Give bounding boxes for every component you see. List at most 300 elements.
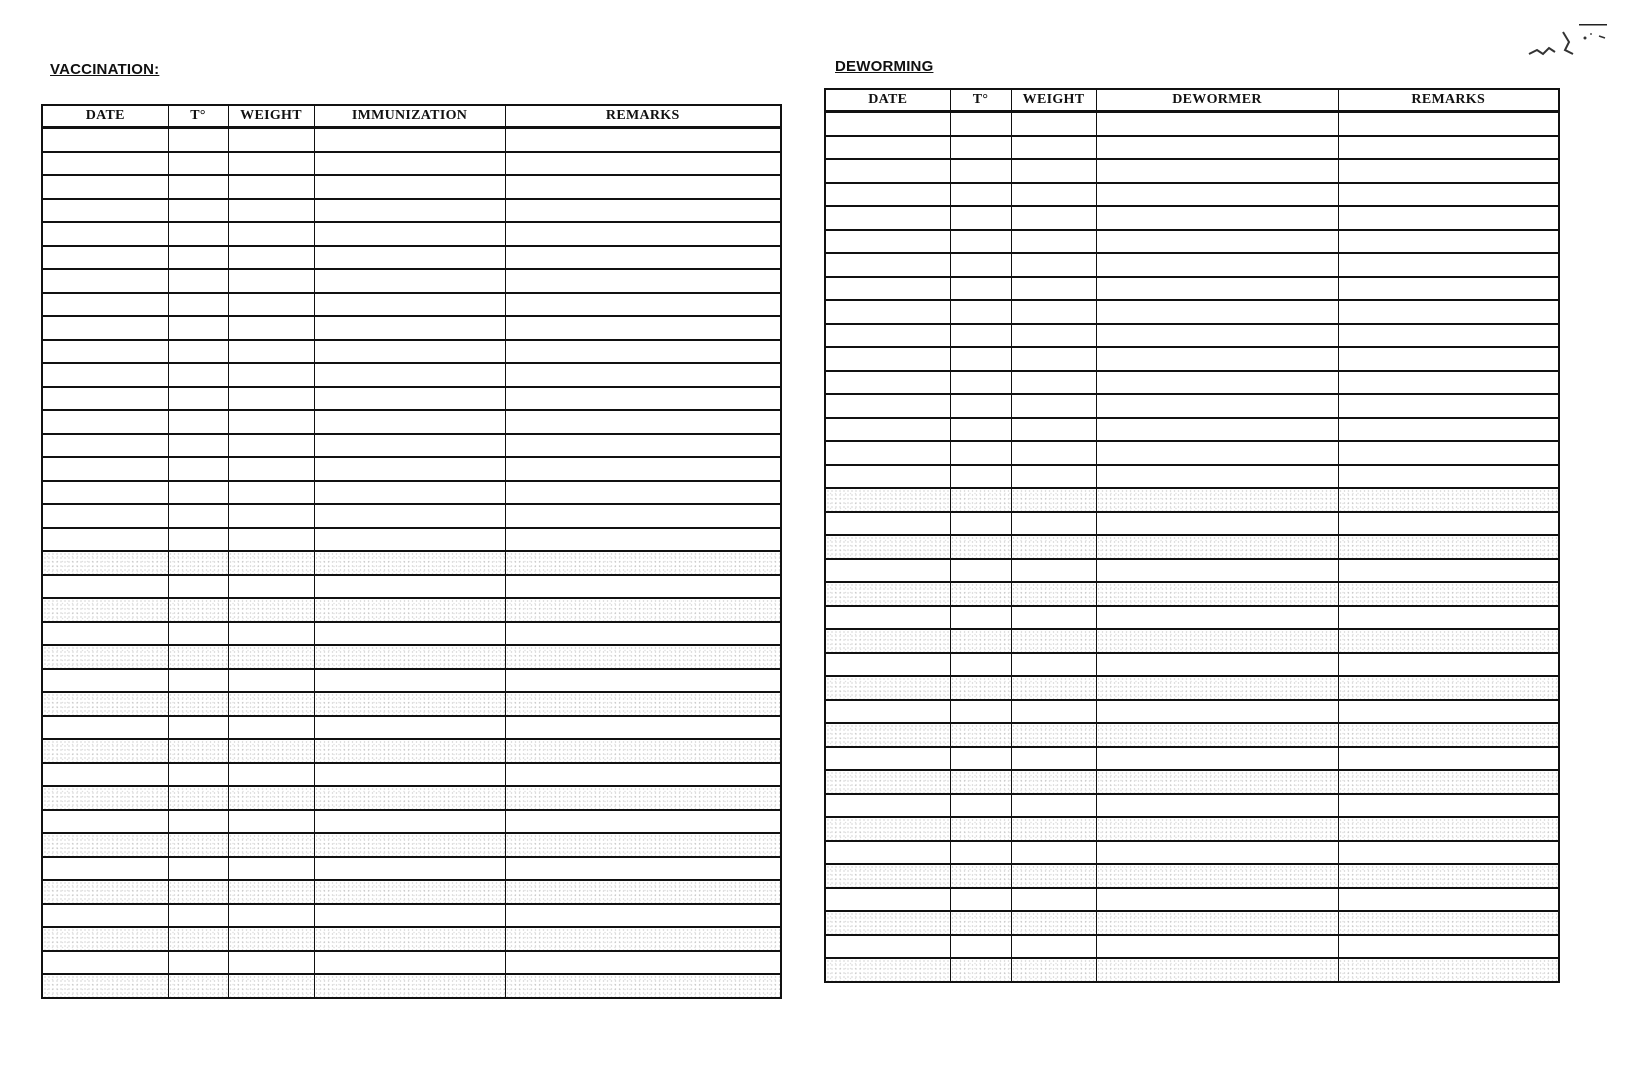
vaccination-cell-date[interactable] xyxy=(42,504,168,528)
vaccination-cell-weight[interactable] xyxy=(228,904,314,928)
deworming-cell-dewormer[interactable] xyxy=(1096,418,1338,442)
deworming-cell-remarks[interactable] xyxy=(1338,512,1559,536)
vaccination-cell-weight[interactable] xyxy=(228,833,314,857)
vaccination-cell-remarks[interactable] xyxy=(505,645,781,669)
vaccination-cell-remarks[interactable] xyxy=(505,457,781,481)
vaccination-cell-remarks[interactable] xyxy=(505,622,781,646)
vaccination-cell-date[interactable] xyxy=(42,974,168,998)
vaccination-cell-immunization[interactable] xyxy=(314,575,505,599)
vaccination-cell-immunization[interactable] xyxy=(314,293,505,317)
deworming-cell-remarks[interactable] xyxy=(1338,206,1559,230)
deworming-cell-weight[interactable] xyxy=(1011,700,1096,724)
vaccination-cell-date[interactable] xyxy=(42,175,168,199)
deworming-cell-date[interactable] xyxy=(825,136,950,160)
deworming-cell-date[interactable] xyxy=(825,347,950,371)
deworming-cell-weight[interactable] xyxy=(1011,488,1096,512)
vaccination-cell-remarks[interactable] xyxy=(505,974,781,998)
deworming-cell-remarks[interactable] xyxy=(1338,347,1559,371)
deworming-cell-date[interactable] xyxy=(825,888,950,912)
deworming-cell-date[interactable] xyxy=(825,112,950,136)
vaccination-cell-immunization[interactable] xyxy=(314,175,505,199)
deworming-cell-weight[interactable] xyxy=(1011,418,1096,442)
deworming-cell-weight[interactable] xyxy=(1011,112,1096,136)
vaccination-cell-weight[interactable] xyxy=(228,951,314,975)
deworming-cell-remarks[interactable] xyxy=(1338,253,1559,277)
vaccination-cell-immunization[interactable] xyxy=(314,974,505,998)
vaccination-cell-weight[interactable] xyxy=(228,692,314,716)
vaccination-cell-remarks[interactable] xyxy=(505,763,781,787)
vaccination-cell-date[interactable] xyxy=(42,387,168,411)
vaccination-cell-weight[interactable] xyxy=(228,199,314,223)
vaccination-cell-date[interactable] xyxy=(42,551,168,575)
vaccination-cell-date[interactable] xyxy=(42,410,168,434)
vaccination-cell-remarks[interactable] xyxy=(505,504,781,528)
deworming-cell-remarks[interactable] xyxy=(1338,559,1559,583)
vaccination-cell-immunization[interactable] xyxy=(314,786,505,810)
vaccination-cell-immunization[interactable] xyxy=(314,904,505,928)
vaccination-cell-immunization[interactable] xyxy=(314,598,505,622)
deworming-cell-remarks[interactable] xyxy=(1338,394,1559,418)
deworming-cell-temperature[interactable] xyxy=(950,418,1011,442)
deworming-cell-temperature[interactable] xyxy=(950,723,1011,747)
deworming-cell-dewormer[interactable] xyxy=(1096,512,1338,536)
deworming-cell-temperature[interactable] xyxy=(950,535,1011,559)
vaccination-cell-temperature[interactable] xyxy=(168,434,228,458)
deworming-cell-dewormer[interactable] xyxy=(1096,770,1338,794)
vaccination-cell-temperature[interactable] xyxy=(168,927,228,951)
vaccination-cell-weight[interactable] xyxy=(228,669,314,693)
deworming-cell-weight[interactable] xyxy=(1011,723,1096,747)
deworming-cell-remarks[interactable] xyxy=(1338,723,1559,747)
deworming-cell-date[interactable] xyxy=(825,723,950,747)
vaccination-cell-remarks[interactable] xyxy=(505,528,781,552)
deworming-cell-temperature[interactable] xyxy=(950,394,1011,418)
vaccination-cell-immunization[interactable] xyxy=(314,246,505,270)
deworming-cell-weight[interactable] xyxy=(1011,817,1096,841)
deworming-cell-dewormer[interactable] xyxy=(1096,277,1338,301)
vaccination-cell-temperature[interactable] xyxy=(168,763,228,787)
vaccination-cell-remarks[interactable] xyxy=(505,128,781,152)
deworming-cell-date[interactable] xyxy=(825,747,950,771)
vaccination-cell-temperature[interactable] xyxy=(168,551,228,575)
vaccination-cell-remarks[interactable] xyxy=(505,857,781,881)
deworming-cell-dewormer[interactable] xyxy=(1096,465,1338,489)
deworming-cell-temperature[interactable] xyxy=(950,888,1011,912)
vaccination-cell-immunization[interactable] xyxy=(314,410,505,434)
deworming-cell-dewormer[interactable] xyxy=(1096,841,1338,865)
vaccination-cell-remarks[interactable] xyxy=(505,410,781,434)
deworming-cell-remarks[interactable] xyxy=(1338,629,1559,653)
vaccination-cell-temperature[interactable] xyxy=(168,716,228,740)
vaccination-cell-date[interactable] xyxy=(42,951,168,975)
vaccination-cell-weight[interactable] xyxy=(228,716,314,740)
deworming-cell-dewormer[interactable] xyxy=(1096,394,1338,418)
vaccination-cell-immunization[interactable] xyxy=(314,363,505,387)
deworming-cell-temperature[interactable] xyxy=(950,935,1011,959)
vaccination-cell-remarks[interactable] xyxy=(505,246,781,270)
vaccination-cell-temperature[interactable] xyxy=(168,575,228,599)
vaccination-cell-weight[interactable] xyxy=(228,763,314,787)
deworming-cell-dewormer[interactable] xyxy=(1096,441,1338,465)
vaccination-cell-date[interactable] xyxy=(42,716,168,740)
vaccination-cell-weight[interactable] xyxy=(228,880,314,904)
vaccination-cell-temperature[interactable] xyxy=(168,269,228,293)
deworming-cell-weight[interactable] xyxy=(1011,230,1096,254)
vaccination-cell-temperature[interactable] xyxy=(168,387,228,411)
deworming-cell-weight[interactable] xyxy=(1011,347,1096,371)
deworming-cell-dewormer[interactable] xyxy=(1096,676,1338,700)
deworming-cell-temperature[interactable] xyxy=(950,841,1011,865)
deworming-cell-remarks[interactable] xyxy=(1338,911,1559,935)
vaccination-cell-remarks[interactable] xyxy=(505,598,781,622)
deworming-cell-dewormer[interactable] xyxy=(1096,324,1338,348)
deworming-cell-weight[interactable] xyxy=(1011,911,1096,935)
deworming-cell-date[interactable] xyxy=(825,794,950,818)
vaccination-cell-immunization[interactable] xyxy=(314,269,505,293)
deworming-cell-temperature[interactable] xyxy=(950,371,1011,395)
vaccination-cell-weight[interactable] xyxy=(228,857,314,881)
deworming-cell-date[interactable] xyxy=(825,183,950,207)
vaccination-cell-date[interactable] xyxy=(42,575,168,599)
vaccination-cell-remarks[interactable] xyxy=(505,175,781,199)
vaccination-cell-date[interactable] xyxy=(42,340,168,364)
deworming-cell-dewormer[interactable] xyxy=(1096,723,1338,747)
vaccination-cell-temperature[interactable] xyxy=(168,246,228,270)
deworming-cell-date[interactable] xyxy=(825,300,950,324)
vaccination-cell-immunization[interactable] xyxy=(314,199,505,223)
vaccination-cell-weight[interactable] xyxy=(228,927,314,951)
deworming-cell-dewormer[interactable] xyxy=(1096,864,1338,888)
vaccination-cell-immunization[interactable] xyxy=(314,951,505,975)
deworming-cell-temperature[interactable] xyxy=(950,817,1011,841)
deworming-cell-temperature[interactable] xyxy=(950,347,1011,371)
deworming-cell-dewormer[interactable] xyxy=(1096,747,1338,771)
vaccination-cell-weight[interactable] xyxy=(228,269,314,293)
vaccination-cell-remarks[interactable] xyxy=(505,927,781,951)
vaccination-cell-date[interactable] xyxy=(42,833,168,857)
deworming-cell-weight[interactable] xyxy=(1011,441,1096,465)
deworming-cell-temperature[interactable] xyxy=(950,770,1011,794)
deworming-cell-weight[interactable] xyxy=(1011,888,1096,912)
vaccination-cell-remarks[interactable] xyxy=(505,387,781,411)
deworming-cell-date[interactable] xyxy=(825,958,950,982)
deworming-cell-date[interactable] xyxy=(825,324,950,348)
vaccination-cell-temperature[interactable] xyxy=(168,222,228,246)
vaccination-cell-date[interactable] xyxy=(42,152,168,176)
deworming-cell-temperature[interactable] xyxy=(950,864,1011,888)
deworming-cell-weight[interactable] xyxy=(1011,747,1096,771)
deworming-cell-dewormer[interactable] xyxy=(1096,888,1338,912)
vaccination-cell-date[interactable] xyxy=(42,528,168,552)
deworming-cell-date[interactable] xyxy=(825,394,950,418)
vaccination-cell-date[interactable] xyxy=(42,857,168,881)
vaccination-cell-remarks[interactable] xyxy=(505,810,781,834)
deworming-cell-dewormer[interactable] xyxy=(1096,206,1338,230)
vaccination-cell-weight[interactable] xyxy=(228,128,314,152)
deworming-cell-dewormer[interactable] xyxy=(1096,535,1338,559)
vaccination-cell-date[interactable] xyxy=(42,434,168,458)
deworming-cell-temperature[interactable] xyxy=(950,559,1011,583)
deworming-cell-temperature[interactable] xyxy=(950,324,1011,348)
vaccination-cell-immunization[interactable] xyxy=(314,481,505,505)
vaccination-cell-immunization[interactable] xyxy=(314,340,505,364)
deworming-cell-weight[interactable] xyxy=(1011,676,1096,700)
vaccination-cell-temperature[interactable] xyxy=(168,904,228,928)
vaccination-cell-temperature[interactable] xyxy=(168,880,228,904)
vaccination-cell-remarks[interactable] xyxy=(505,692,781,716)
deworming-cell-remarks[interactable] xyxy=(1338,230,1559,254)
deworming-cell-dewormer[interactable] xyxy=(1096,559,1338,583)
deworming-cell-remarks[interactable] xyxy=(1338,841,1559,865)
deworming-cell-temperature[interactable] xyxy=(950,958,1011,982)
deworming-cell-dewormer[interactable] xyxy=(1096,253,1338,277)
deworming-cell-dewormer[interactable] xyxy=(1096,582,1338,606)
deworming-cell-remarks[interactable] xyxy=(1338,136,1559,160)
vaccination-cell-immunization[interactable] xyxy=(314,763,505,787)
vaccination-cell-date[interactable] xyxy=(42,457,168,481)
deworming-cell-remarks[interactable] xyxy=(1338,747,1559,771)
deworming-cell-dewormer[interactable] xyxy=(1096,958,1338,982)
deworming-cell-weight[interactable] xyxy=(1011,206,1096,230)
vaccination-cell-temperature[interactable] xyxy=(168,974,228,998)
vaccination-cell-immunization[interactable] xyxy=(314,857,505,881)
deworming-cell-remarks[interactable] xyxy=(1338,183,1559,207)
vaccination-cell-weight[interactable] xyxy=(228,457,314,481)
vaccination-cell-temperature[interactable] xyxy=(168,598,228,622)
deworming-cell-weight[interactable] xyxy=(1011,841,1096,865)
deworming-cell-temperature[interactable] xyxy=(950,183,1011,207)
deworming-cell-temperature[interactable] xyxy=(950,206,1011,230)
deworming-cell-remarks[interactable] xyxy=(1338,300,1559,324)
vaccination-cell-immunization[interactable] xyxy=(314,880,505,904)
deworming-cell-dewormer[interactable] xyxy=(1096,911,1338,935)
deworming-cell-weight[interactable] xyxy=(1011,958,1096,982)
vaccination-cell-weight[interactable] xyxy=(228,598,314,622)
vaccination-cell-weight[interactable] xyxy=(228,410,314,434)
deworming-cell-dewormer[interactable] xyxy=(1096,629,1338,653)
vaccination-cell-immunization[interactable] xyxy=(314,434,505,458)
deworming-cell-weight[interactable] xyxy=(1011,864,1096,888)
vaccination-cell-weight[interactable] xyxy=(228,645,314,669)
deworming-cell-date[interactable] xyxy=(825,253,950,277)
vaccination-cell-weight[interactable] xyxy=(228,293,314,317)
deworming-cell-remarks[interactable] xyxy=(1338,535,1559,559)
vaccination-cell-remarks[interactable] xyxy=(505,951,781,975)
deworming-cell-weight[interactable] xyxy=(1011,512,1096,536)
vaccination-cell-date[interactable] xyxy=(42,904,168,928)
vaccination-cell-temperature[interactable] xyxy=(168,363,228,387)
vaccination-cell-remarks[interactable] xyxy=(505,340,781,364)
vaccination-cell-date[interactable] xyxy=(42,363,168,387)
vaccination-cell-weight[interactable] xyxy=(228,551,314,575)
deworming-cell-date[interactable] xyxy=(825,159,950,183)
deworming-cell-date[interactable] xyxy=(825,700,950,724)
deworming-cell-temperature[interactable] xyxy=(950,747,1011,771)
deworming-cell-remarks[interactable] xyxy=(1338,606,1559,630)
vaccination-cell-temperature[interactable] xyxy=(168,951,228,975)
vaccination-cell-weight[interactable] xyxy=(228,340,314,364)
deworming-cell-date[interactable] xyxy=(825,512,950,536)
vaccination-cell-immunization[interactable] xyxy=(314,387,505,411)
deworming-cell-remarks[interactable] xyxy=(1338,159,1559,183)
vaccination-cell-temperature[interactable] xyxy=(168,739,228,763)
vaccination-cell-temperature[interactable] xyxy=(168,645,228,669)
vaccination-cell-immunization[interactable] xyxy=(314,833,505,857)
vaccination-cell-temperature[interactable] xyxy=(168,128,228,152)
vaccination-cell-temperature[interactable] xyxy=(168,504,228,528)
vaccination-cell-date[interactable] xyxy=(42,786,168,810)
deworming-cell-dewormer[interactable] xyxy=(1096,159,1338,183)
deworming-cell-remarks[interactable] xyxy=(1338,112,1559,136)
deworming-cell-date[interactable] xyxy=(825,371,950,395)
deworming-cell-remarks[interactable] xyxy=(1338,676,1559,700)
deworming-cell-remarks[interactable] xyxy=(1338,700,1559,724)
vaccination-cell-immunization[interactable] xyxy=(314,528,505,552)
deworming-cell-remarks[interactable] xyxy=(1338,864,1559,888)
deworming-cell-remarks[interactable] xyxy=(1338,465,1559,489)
vaccination-cell-temperature[interactable] xyxy=(168,316,228,340)
vaccination-cell-immunization[interactable] xyxy=(314,927,505,951)
vaccination-cell-temperature[interactable] xyxy=(168,833,228,857)
vaccination-cell-immunization[interactable] xyxy=(314,152,505,176)
vaccination-cell-remarks[interactable] xyxy=(505,316,781,340)
deworming-cell-weight[interactable] xyxy=(1011,136,1096,160)
deworming-cell-date[interactable] xyxy=(825,629,950,653)
deworming-cell-remarks[interactable] xyxy=(1338,582,1559,606)
deworming-cell-dewormer[interactable] xyxy=(1096,300,1338,324)
deworming-cell-date[interactable] xyxy=(825,230,950,254)
deworming-cell-dewormer[interactable] xyxy=(1096,653,1338,677)
vaccination-cell-remarks[interactable] xyxy=(505,880,781,904)
vaccination-cell-temperature[interactable] xyxy=(168,669,228,693)
deworming-cell-date[interactable] xyxy=(825,864,950,888)
deworming-cell-temperature[interactable] xyxy=(950,441,1011,465)
deworming-cell-temperature[interactable] xyxy=(950,676,1011,700)
deworming-cell-remarks[interactable] xyxy=(1338,418,1559,442)
deworming-cell-remarks[interactable] xyxy=(1338,817,1559,841)
vaccination-cell-date[interactable] xyxy=(42,269,168,293)
deworming-cell-remarks[interactable] xyxy=(1338,277,1559,301)
deworming-cell-remarks[interactable] xyxy=(1338,441,1559,465)
deworming-cell-temperature[interactable] xyxy=(950,277,1011,301)
deworming-cell-date[interactable] xyxy=(825,911,950,935)
deworming-cell-weight[interactable] xyxy=(1011,653,1096,677)
deworming-cell-dewormer[interactable] xyxy=(1096,817,1338,841)
vaccination-cell-weight[interactable] xyxy=(228,974,314,998)
deworming-cell-weight[interactable] xyxy=(1011,794,1096,818)
deworming-cell-date[interactable] xyxy=(825,606,950,630)
vaccination-cell-immunization[interactable] xyxy=(314,810,505,834)
vaccination-cell-temperature[interactable] xyxy=(168,457,228,481)
vaccination-cell-weight[interactable] xyxy=(228,504,314,528)
deworming-cell-temperature[interactable] xyxy=(950,911,1011,935)
vaccination-cell-temperature[interactable] xyxy=(168,481,228,505)
deworming-cell-weight[interactable] xyxy=(1011,465,1096,489)
vaccination-cell-weight[interactable] xyxy=(228,387,314,411)
vaccination-cell-weight[interactable] xyxy=(228,786,314,810)
vaccination-cell-weight[interactable] xyxy=(228,222,314,246)
deworming-cell-remarks[interactable] xyxy=(1338,958,1559,982)
vaccination-cell-date[interactable] xyxy=(42,128,168,152)
vaccination-cell-temperature[interactable] xyxy=(168,340,228,364)
deworming-cell-date[interactable] xyxy=(825,535,950,559)
vaccination-cell-weight[interactable] xyxy=(228,175,314,199)
vaccination-cell-date[interactable] xyxy=(42,246,168,270)
deworming-cell-weight[interactable] xyxy=(1011,371,1096,395)
deworming-cell-date[interactable] xyxy=(825,418,950,442)
vaccination-cell-remarks[interactable] xyxy=(505,786,781,810)
deworming-cell-date[interactable] xyxy=(825,653,950,677)
vaccination-cell-immunization[interactable] xyxy=(314,551,505,575)
vaccination-cell-immunization[interactable] xyxy=(314,504,505,528)
vaccination-cell-date[interactable] xyxy=(42,645,168,669)
vaccination-cell-date[interactable] xyxy=(42,222,168,246)
vaccination-cell-immunization[interactable] xyxy=(314,739,505,763)
vaccination-cell-remarks[interactable] xyxy=(505,575,781,599)
deworming-cell-date[interactable] xyxy=(825,488,950,512)
vaccination-cell-temperature[interactable] xyxy=(168,810,228,834)
deworming-cell-dewormer[interactable] xyxy=(1096,488,1338,512)
deworming-cell-temperature[interactable] xyxy=(950,512,1011,536)
vaccination-cell-weight[interactable] xyxy=(228,481,314,505)
deworming-cell-date[interactable] xyxy=(825,817,950,841)
deworming-cell-remarks[interactable] xyxy=(1338,935,1559,959)
deworming-cell-dewormer[interactable] xyxy=(1096,794,1338,818)
vaccination-cell-weight[interactable] xyxy=(228,246,314,270)
vaccination-cell-immunization[interactable] xyxy=(314,692,505,716)
vaccination-cell-temperature[interactable] xyxy=(168,692,228,716)
vaccination-cell-immunization[interactable] xyxy=(314,716,505,740)
vaccination-cell-remarks[interactable] xyxy=(505,434,781,458)
deworming-cell-temperature[interactable] xyxy=(950,465,1011,489)
deworming-cell-weight[interactable] xyxy=(1011,394,1096,418)
deworming-cell-date[interactable] xyxy=(825,676,950,700)
deworming-cell-date[interactable] xyxy=(825,441,950,465)
deworming-cell-remarks[interactable] xyxy=(1338,888,1559,912)
vaccination-cell-immunization[interactable] xyxy=(314,622,505,646)
deworming-cell-remarks[interactable] xyxy=(1338,324,1559,348)
vaccination-cell-date[interactable] xyxy=(42,880,168,904)
deworming-cell-weight[interactable] xyxy=(1011,253,1096,277)
deworming-cell-temperature[interactable] xyxy=(950,653,1011,677)
deworming-cell-temperature[interactable] xyxy=(950,794,1011,818)
vaccination-cell-weight[interactable] xyxy=(228,316,314,340)
deworming-cell-temperature[interactable] xyxy=(950,488,1011,512)
vaccination-cell-remarks[interactable] xyxy=(505,363,781,387)
vaccination-cell-weight[interactable] xyxy=(228,739,314,763)
deworming-cell-temperature[interactable] xyxy=(950,300,1011,324)
vaccination-cell-remarks[interactable] xyxy=(505,904,781,928)
vaccination-cell-weight[interactable] xyxy=(228,152,314,176)
deworming-cell-temperature[interactable] xyxy=(950,253,1011,277)
vaccination-cell-immunization[interactable] xyxy=(314,669,505,693)
deworming-cell-weight[interactable] xyxy=(1011,935,1096,959)
vaccination-cell-temperature[interactable] xyxy=(168,175,228,199)
deworming-cell-remarks[interactable] xyxy=(1338,794,1559,818)
vaccination-cell-remarks[interactable] xyxy=(505,551,781,575)
deworming-cell-temperature[interactable] xyxy=(950,112,1011,136)
vaccination-cell-temperature[interactable] xyxy=(168,199,228,223)
vaccination-cell-date[interactable] xyxy=(42,927,168,951)
deworming-cell-dewormer[interactable] xyxy=(1096,700,1338,724)
vaccination-cell-temperature[interactable] xyxy=(168,786,228,810)
deworming-cell-date[interactable] xyxy=(825,770,950,794)
vaccination-cell-immunization[interactable] xyxy=(314,316,505,340)
vaccination-cell-weight[interactable] xyxy=(228,434,314,458)
deworming-cell-weight[interactable] xyxy=(1011,277,1096,301)
vaccination-cell-weight[interactable] xyxy=(228,622,314,646)
deworming-cell-weight[interactable] xyxy=(1011,159,1096,183)
